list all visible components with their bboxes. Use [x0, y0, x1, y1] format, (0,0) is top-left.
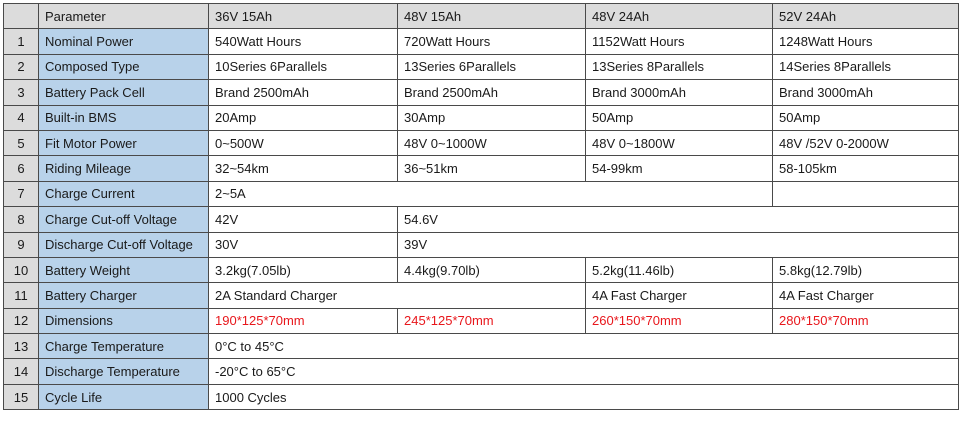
header-48v-24ah: 48V 24Ah: [586, 4, 773, 29]
row-number: 15: [4, 384, 39, 409]
value-cell: 13Series 6Parallels: [398, 54, 586, 79]
value-cell: 1000 Cycles: [209, 384, 959, 409]
row-number: 6: [4, 156, 39, 181]
row-charge-current: [4, 181, 959, 206]
value-cell: 50Amp: [586, 105, 773, 130]
dimension-value: 190*125*70mm: [209, 308, 398, 333]
dimension-value: 260*150*70mm: [586, 308, 773, 333]
value-cell: 50Amp: [773, 105, 959, 130]
row-composed-type: [4, 54, 959, 79]
value-cell: 5.8kg(12.79lb): [773, 257, 959, 282]
value-cell: 30Amp: [398, 105, 586, 130]
value-cell: 2A Standard Charger: [209, 283, 586, 308]
row-battery-weight: [4, 257, 959, 282]
value-cell: 5.2kg(11.46lb): [586, 257, 773, 282]
parameter-label: Charge Cut-off Voltage: [39, 207, 209, 232]
row-number: 3: [4, 80, 39, 105]
value-cell: [773, 181, 959, 206]
value-cell: 0~500W: [209, 130, 398, 155]
header-row: [4, 4, 959, 29]
value-cell: 39V: [398, 232, 959, 257]
row-charge-temperature: [4, 334, 959, 359]
value-cell: 13Series 8Parallels: [586, 54, 773, 79]
row-discharge-cutoff-voltage: [4, 232, 959, 257]
row-nominal-power: [4, 29, 959, 54]
value-cell: 48V 0~1800W: [586, 130, 773, 155]
value-cell: 540Watt Hours: [209, 29, 398, 54]
battery-spec-table: [3, 3, 959, 410]
value-cell: 720Watt Hours: [398, 29, 586, 54]
row-number: 8: [4, 207, 39, 232]
row-discharge-temperature: [4, 359, 959, 384]
row-number: 4: [4, 105, 39, 130]
value-cell: 0°C to 45°C: [209, 334, 959, 359]
parameter-label: Discharge Temperature: [39, 359, 209, 384]
row-number: 11: [4, 283, 39, 308]
value-cell: 36~51km: [398, 156, 586, 181]
row-number: 1: [4, 29, 39, 54]
value-cell: 48V 0~1000W: [398, 130, 586, 155]
row-number: 2: [4, 54, 39, 79]
value-cell: Brand 2500mAh: [209, 80, 398, 105]
value-cell: 58-105km: [773, 156, 959, 181]
parameter-label: Charge Current: [39, 181, 209, 206]
value-cell: Brand 3000mAh: [586, 80, 773, 105]
row-number: 7: [4, 181, 39, 206]
value-cell: 4A Fast Charger: [773, 283, 959, 308]
row-number: 10: [4, 257, 39, 282]
parameter-label: Nominal Power: [39, 29, 209, 54]
value-cell: 32~54km: [209, 156, 398, 181]
value-cell: 2~5A: [209, 181, 773, 206]
value-cell: 1248Watt Hours: [773, 29, 959, 54]
row-battery-charger: [4, 283, 959, 308]
parameter-label: Discharge Cut-off Voltage: [39, 232, 209, 257]
parameter-label: Battery Charger: [39, 283, 209, 308]
value-cell: 10Series 6Parallels: [209, 54, 398, 79]
parameter-label: Riding Mileage: [39, 156, 209, 181]
value-cell: 48V /52V 0-2000W: [773, 130, 959, 155]
parameter-label: Composed Type: [39, 54, 209, 79]
parameter-label: Dimensions: [39, 308, 209, 333]
value-cell: 20Amp: [209, 105, 398, 130]
header-48v-15ah: 48V 15Ah: [398, 4, 586, 29]
row-dimensions: [4, 308, 959, 333]
dimension-value: 280*150*70mm: [773, 308, 959, 333]
row-built-in-bms: [4, 105, 959, 130]
value-cell: Brand 3000mAh: [773, 80, 959, 105]
parameter-label: Battery Pack Cell: [39, 80, 209, 105]
parameter-label: Charge Temperature: [39, 334, 209, 359]
value-cell: 3.2kg(7.05lb): [209, 257, 398, 282]
row-number: 12: [4, 308, 39, 333]
header-52v-24ah: 52V 24Ah: [773, 4, 959, 29]
value-cell: -20°C to 65°C: [209, 359, 959, 384]
dimension-value: 245*125*70mm: [398, 308, 586, 333]
value-cell: 30V: [209, 232, 398, 257]
value-cell: 4.4kg(9.70lb): [398, 257, 586, 282]
parameter-label: Cycle Life: [39, 384, 209, 409]
value-cell: 4A Fast Charger: [586, 283, 773, 308]
row-charge-cutoff-voltage: [4, 207, 959, 232]
value-cell: Brand 2500mAh: [398, 80, 586, 105]
row-number: 14: [4, 359, 39, 384]
value-cell: 1152Watt Hours: [586, 29, 773, 54]
row-riding-mileage: [4, 156, 959, 181]
row-number: 9: [4, 232, 39, 257]
value-cell: 54.6V: [398, 207, 959, 232]
parameter-label: Fit Motor Power: [39, 130, 209, 155]
row-fit-motor-power: [4, 130, 959, 155]
header-parameter: Parameter: [39, 4, 209, 29]
value-cell: 54-99km: [586, 156, 773, 181]
row-number: 5: [4, 130, 39, 155]
parameter-label: Built-in BMS: [39, 105, 209, 130]
row-cycle-life: [4, 384, 959, 409]
parameter-label: Battery Weight: [39, 257, 209, 282]
value-cell: 14Series 8Parallels: [773, 54, 959, 79]
value-cell: 42V: [209, 207, 398, 232]
row-battery-pack-cell: [4, 80, 959, 105]
header-36v-15ah: 36V 15Ah: [209, 4, 398, 29]
row-number: 13: [4, 334, 39, 359]
header-num-cell: [4, 4, 39, 29]
